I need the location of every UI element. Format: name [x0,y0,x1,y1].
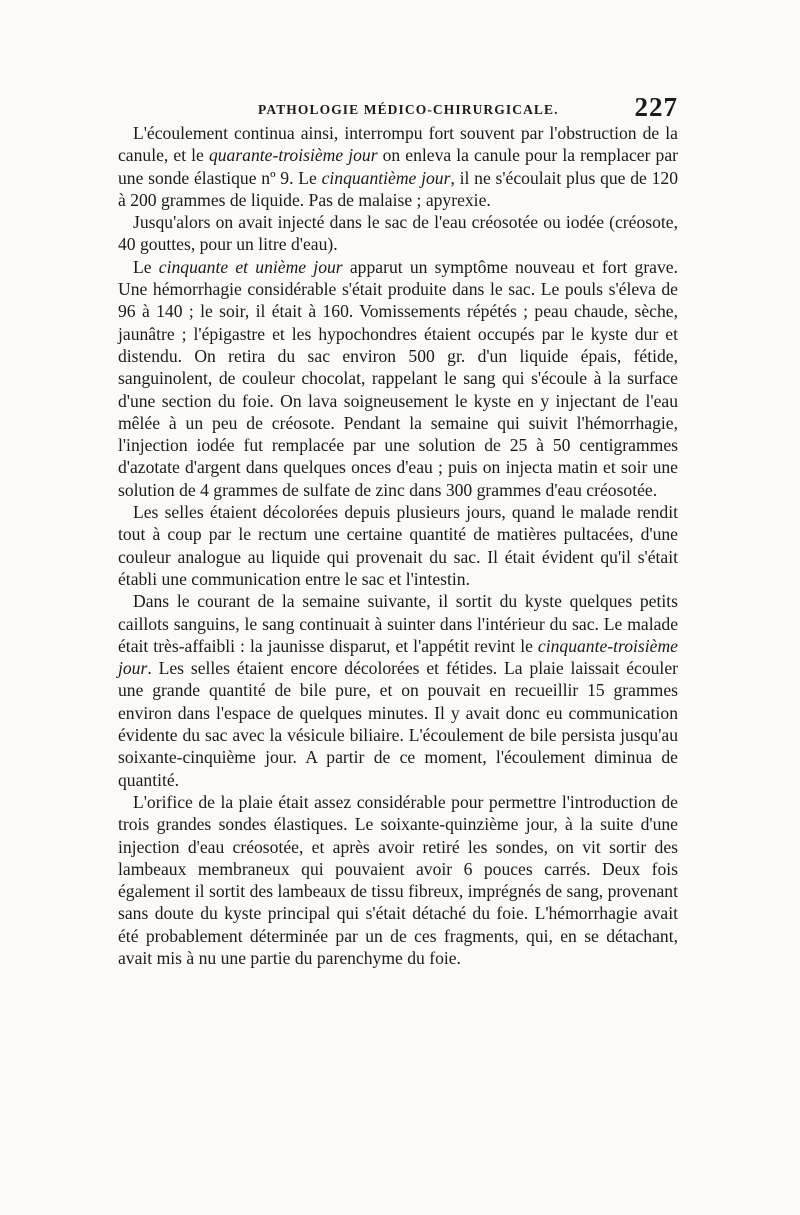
italic-run: quarante-troisième jour [208,145,378,166]
text-run: Dans le courant de la semaine suivante, il sortit du kyste quelques petits caillots sanguins, le sang continuait à suinter dans l'intérieur du sac. Le malade était très-affaibli : la jaunisse disparut, et l'appétit revint le [118,591,678,656]
body-text [118,122,678,969]
text-run: . Les selles étaient encore décolorées et fétides. La plaie laissait écouler une grande quantité de bile pure, et on pouvait en recueillir 15 grammes environ dans l'espace de quelques minutes. Il y avait donc eu communication évidente du sac avec la vésicule biliaire. L'écoulement de bile persista jusqu'au soixante-cinquième jour. A partir de ce moment, l'écoulement diminua de quantité. [118,658,678,790]
paragraph [118,122,678,211]
text-run: Le [133,256,159,277]
italic-run: cinquante et unième jour [158,256,343,277]
text-run: L'orifice de la plaie était assez considérable pour permettre l'introduction de trois grandes sondes élastiques. Le soixante-quinzième jour, à la suite d'une injection d'eau créosotée, et après avoir retiré les sondes, on vit sortir des lambeaux membraneux qui pouvaient avoir 6 pouces carrés. Deux fois également il sortit des lambeaux de tissu fibreux, imprégnés de sang, provenant sans doute du kyste principal qui s'était détaché du foie. L'hémorrhagie avait été probablement déterminée par un de ces fragments, qui, en se détachant, avait mis à nu une partie du parenchyme du foie. [118,791,678,968]
book-page [118,92,678,969]
running-title: PATHOLOGIE MÉDICO-CHIRURGICALE. [258,102,559,117]
paragraph [118,211,678,256]
page-number: 227 [634,92,678,122]
text-run: Jusqu'alors on avait injecté dans le sac de l'eau créosotée ou iodée (créosote, 40 gouttes, pour un litre d'eau). [118,212,678,255]
paragraph [118,590,678,791]
text-run: on enleva la canule pour la remplacer par une sonde élastique nº 9. Le [118,145,678,188]
text-run: Les selles étaient décolorées depuis plusieurs jours, quand le malade rendit tout à coup par le rectum une certaine quantité de matières pultacées, d'une couleur analogue au liquide qui provenait du sac. Il était évident qu'il s'était établi une communication entre le sac et l'intestin. [118,502,678,589]
text-run: L'écoulement continua ainsi, interrompu fort souvent par l'obstruction de la canule, et le [118,123,678,166]
text-run: apparut un symptôme nouveau et fort grave. Une hémorrhagie considérable s'était produite dans le sac. Le pouls s'éleva de 96 à 140 ; le soir, il était à 160. Vomissements répétés ; peau chaude, sèche, jaunâtre ; l'épigastre et les hypochondres étaient occupés par le kyste dur et distendu. On retira du sac environ 500 gr. d'un liquide épais, fétide, sanguinolent, de couleur chocolat, rappelant le sang qui s'écoule à la surface d'une section du foie. On lava soigneusement le kyste en y injectant de l'eau mêlée à un peu de créosote. Pendant la semaine qui suivit l'hémorrhagie, l'injection iodée fut remplacée par une solution de 25 à 50 centigrammes d'azotate d'argent dans quelques onces d'eau ; puis on injecta matin et soir une solution de 4 grammes de sulfate de zinc dans 300 grammes d'eau créosotée. [118,256,678,500]
paragraph [118,501,678,590]
italic-run: cinquantième jour [321,167,451,188]
page-header [118,92,678,122]
paragraph [118,791,678,969]
paragraph [118,256,678,501]
italic-run: cinquante-troisième jour [118,635,678,679]
text-run: , il ne s'écoulait plus que de 120 à 200 grammes de liquide. Pas de malaise ; apyrexie. [118,167,679,210]
